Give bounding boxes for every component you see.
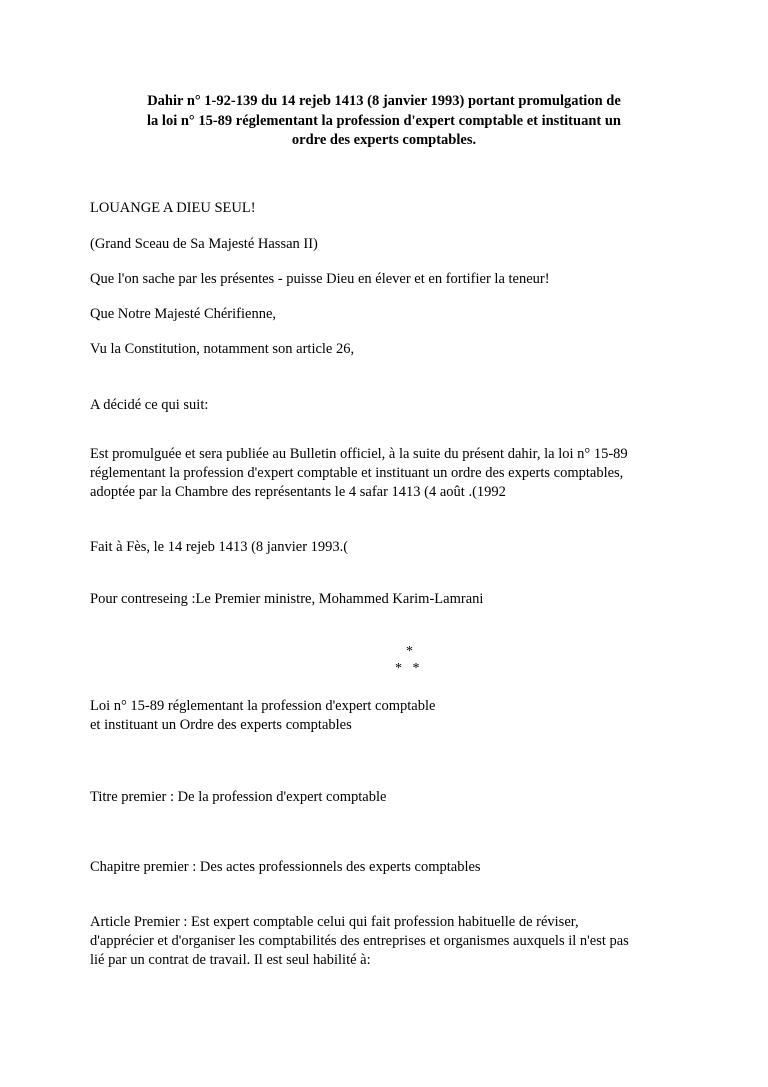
promulgation-line-1: Est promulguée et sera publiée au Bulletin officiel, à la suite du présent dahir, la loi n° 15-89	[90, 446, 628, 462]
louange-paragraph: LOUANGE A DIEU SEUL!	[90, 200, 256, 216]
vu-paragraph: Vu la Constitution, notamment son article 26,	[90, 341, 355, 357]
loi-line-1: Loi n° 15-89 réglementant la profession d'expert comptable	[90, 698, 436, 714]
article-line-3: lié par un contrat de travail. Il est seul habilité à:	[90, 952, 371, 968]
titre-heading: Titre premier : De la profession d'expert comptable	[90, 789, 387, 805]
contreseing-paragraph: Pour contreseing :Le Premier ministre, Mohammed Karim-Lamrani	[90, 591, 484, 607]
promulgation-line-3: adoptée par la Chambre des représentants le 4 safar 1413 (4 août .(1992	[90, 484, 506, 500]
separator-star-top: *	[406, 644, 413, 659]
promulgation-line-2: réglementant la profession d'expert comptable et instituant un ordre des experts comptables,	[90, 465, 624, 481]
fait-paragraph: Fait à Fès, le 14 rejeb 1413 (8 janvier 1993.(	[90, 539, 349, 555]
sache-paragraph: Que l'on sache par les présentes - puisse Dieu en élever et en fortifier la teneur!	[90, 271, 550, 287]
majeste-paragraph: Que Notre Majesté Chérifienne,	[90, 306, 277, 322]
chapitre-heading: Chapitre premier : Des actes professionnels des experts comptables	[90, 859, 481, 875]
article-line-2: d'apprécier et d'organiser les comptabilités des entreprises et organismes auxquels il n'est pas	[90, 933, 629, 949]
title-line-1: Dahir n° 1-92-139 du 14 rejeb 1413 (8 janvier 1993) portant promulgation de	[147, 93, 621, 109]
article-line-1: Article Premier : Est expert comptable celui qui fait profession habituelle de réviser,	[90, 914, 579, 930]
sceau-paragraph: (Grand Sceau de Sa Majesté Hassan II)	[90, 236, 318, 252]
separator-stars-bottom: * *	[395, 661, 420, 676]
title-line-2: la loi n° 15-89 réglementant la profession d'expert comptable et instituant un	[147, 112, 621, 129]
decide-paragraph: A décidé ce qui suit:	[90, 397, 209, 413]
loi-line-2: et instituant un Ordre des experts comptables	[90, 717, 352, 733]
document-title	[100, 92, 668, 151]
title-line-3: ordre des experts comptables.	[291, 132, 477, 148]
